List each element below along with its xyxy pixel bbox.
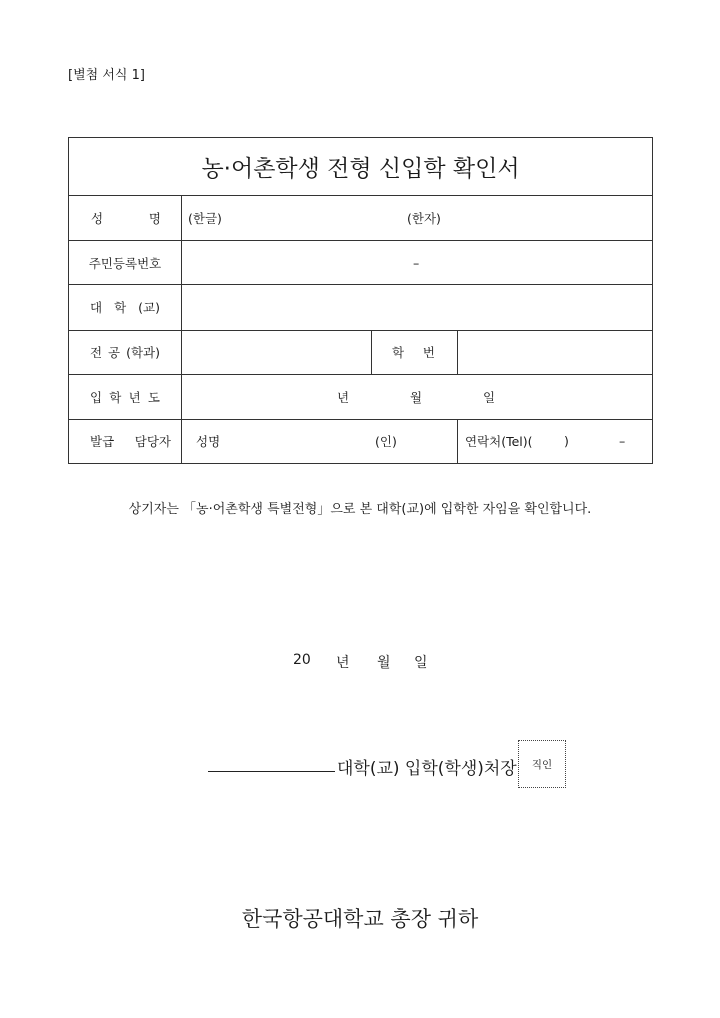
issuer-label: 발급 담당자	[69, 419, 182, 463]
issuer-seal-mark: (인)	[375, 434, 397, 450]
seal-label: 직인	[531, 758, 553, 771]
confirmation-form-table	[68, 137, 653, 464]
date-day: 일	[414, 655, 428, 671]
issuer-name-field[interactable]	[182, 419, 458, 463]
student-no-field[interactable]	[458, 330, 653, 374]
entrance-month-unit: 월	[410, 389, 423, 405]
date-month: 월	[377, 655, 391, 671]
contact-label: 연락처(Tel)(	[465, 434, 533, 450]
recipient: 한국항공대학교 총장 귀하	[241, 907, 479, 931]
resident-id-field[interactable]	[182, 241, 653, 285]
entrance-date-field[interactable]	[182, 374, 653, 419]
official-seal-box	[518, 740, 566, 788]
contact-dash: –	[619, 433, 626, 449]
confirmation-statement: 상기자는 「농·어촌학생 특별전형」으로 본 대학(교)에 입학한 자임을 확인합니다.	[128, 502, 592, 517]
form-number: [별첨 서식 1]	[68, 68, 145, 83]
issuer-name-label: 성명	[196, 434, 221, 450]
date-prefix: 20	[293, 652, 311, 668]
signature-blank-line[interactable]	[208, 771, 335, 772]
university-field[interactable]	[182, 285, 653, 330]
resident-id-label: 주민등록번호	[69, 241, 182, 285]
issuer-contact-field[interactable]	[458, 419, 653, 463]
issuing-office: 대학(교) 입학(학생)처장	[337, 759, 517, 779]
university-label: 대 학 (교)	[69, 285, 182, 330]
contact-close: )	[564, 433, 569, 449]
entrance-day-unit: 일	[483, 389, 496, 405]
name-hanja-label: (한자)	[407, 211, 441, 227]
entrance-year-label: 입 학 년 도	[69, 374, 182, 419]
name-field[interactable]	[182, 196, 653, 241]
student-no-label: 학 번	[372, 330, 458, 374]
date-year: 년	[336, 655, 350, 671]
resident-id-separator: –	[413, 255, 420, 271]
name-korean-label: (한글)	[188, 211, 222, 227]
entrance-year-unit: 년	[337, 389, 350, 405]
form-title: 농·어촌학생 전형 신입학 확인서	[69, 138, 653, 196]
major-field[interactable]	[182, 330, 372, 374]
name-label: 성 명	[69, 196, 182, 241]
major-label: 전 공 (학과)	[69, 330, 182, 374]
